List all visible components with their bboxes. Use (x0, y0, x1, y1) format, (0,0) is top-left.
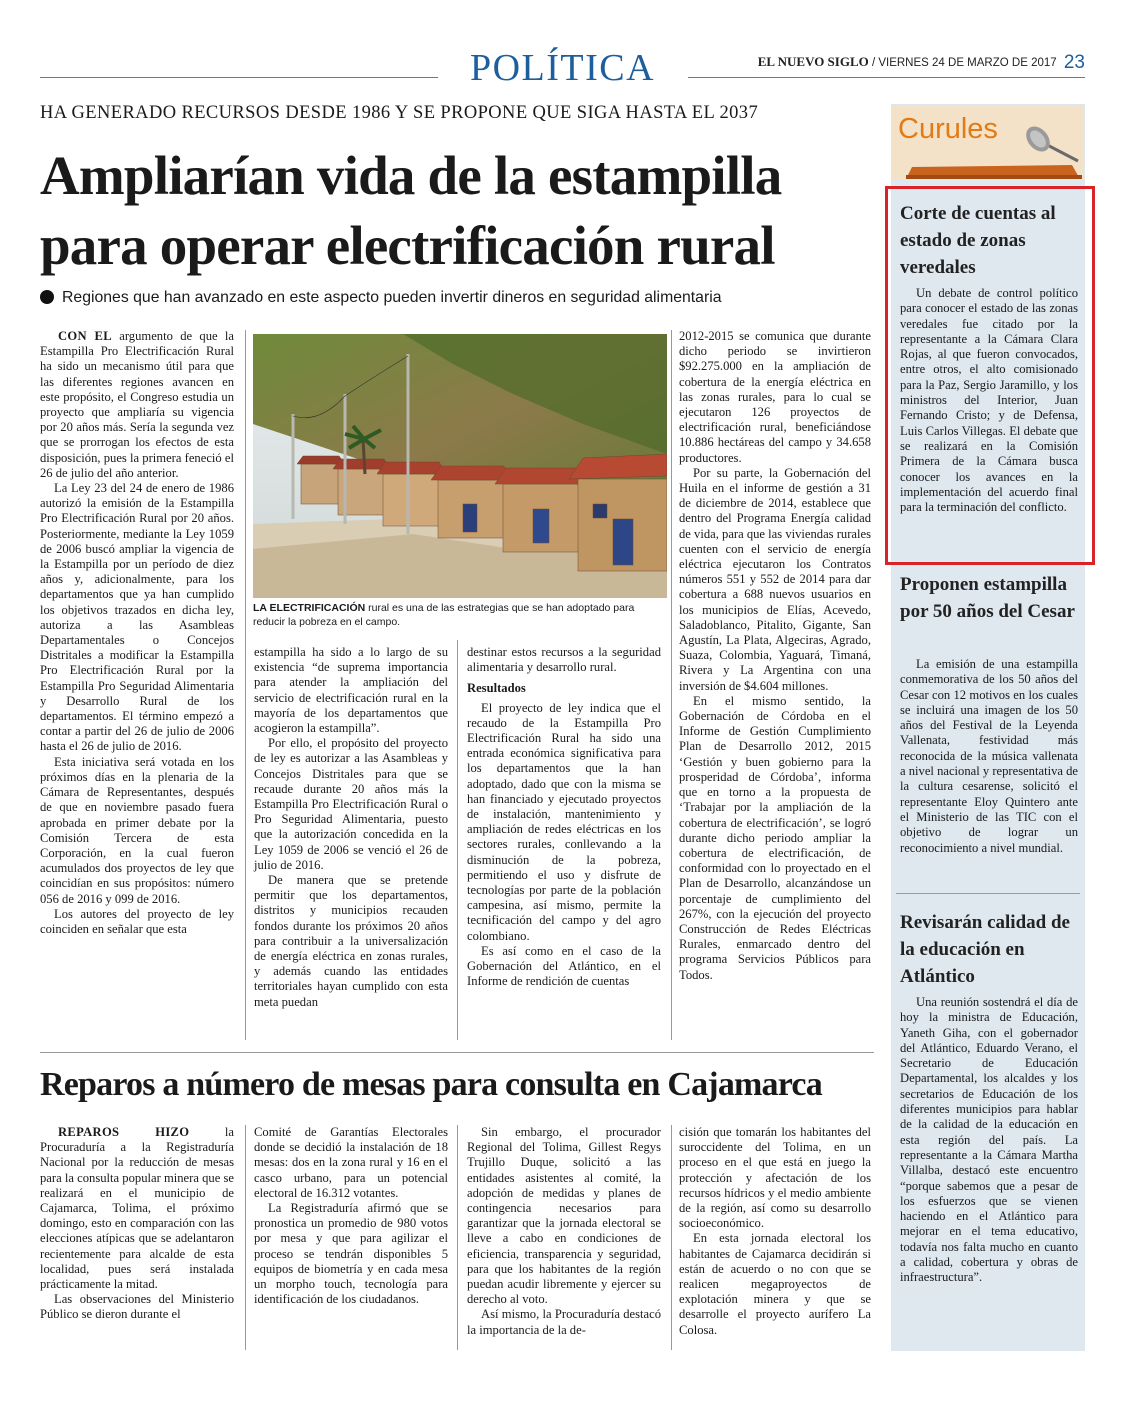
cajamarca-column-1 (40, 1125, 234, 1323)
sidebar-headline-2: Proponen estampilla por 50 años del Cesar (900, 574, 1075, 622)
paragraph: Sin embargo, el procurador Regional del Tolima, Gillest Regys Trujillo Duque, solicitó a las entidades asistentes al comité, la adopción de medidas y planes de contingencia necesarios para garantizar que la jornada electoral se lleve a cabo en condiciones de eficiencia, transparencia y seguridad, para que los habitantes de la región puedan acudir libremente y ejercer su derecho al voto. (467, 1125, 661, 1307)
article-kicker: HA GENERADO RECURSOS DESDE 1986 Y SE PROPONE QUE SIGA HASTA EL 2037 (40, 103, 759, 123)
paragraph: Los autores del proyecto de ley coinciden en señalar que esta (40, 906, 234, 936)
rural-houses-illustration (253, 334, 667, 598)
paragraph: Comité de Garantías Electorales donde se decidió la instalación de 18 mesas: dos en la zona rural y 16 en el casco urbano, para un potencial electoral de 16.312 votantes. (254, 1125, 448, 1200)
paragraph: Así mismo, la Procuraduría destacó la importancia de la de- (467, 1307, 661, 1337)
paragraph: estampilla ha sido a lo largo de su existencia “de suprema importancia para atender la ampliación del servicio de electrificación rural en la mayoría de los departamentos que acogieron la estampilla”. (254, 645, 448, 736)
paragraph: Por su parte, la Gobernación del Huila en el informe de gestión a 31 de diciembre de 2014, establece que dentro del Programa Energía calidad de vida, para que las viviendas rurales cuenten con el servicio de energía eléctrica ejecutaron los Contratos números 551 y 552 de 2014 para dar cobertura a 688 nuevos usuarios en los municipios de Elías, Acevedo, Saladoblanco, Pitalito, Gigante, San Agustín, La Plata, Algeciras, Agrado, Suaza, Colombia, Yaguará, Timaná, Rivera y La Argentina con una inversión de $4.604 millones. (679, 465, 871, 693)
cajamarca-column-3 (467, 1125, 661, 1338)
article-column-2 (254, 645, 448, 1010)
photo-caption (253, 601, 667, 629)
sidebar-divider (896, 893, 1080, 894)
sidebar-headline-1: Corte de cuentas al estado de zonas veredales (900, 203, 1056, 278)
article-column-3 (467, 645, 661, 989)
paragraph: Es así como en el caso de la Gobernación del Atlántico, en el Informe de rendición de cuentas (467, 943, 661, 989)
header-rule-left (40, 77, 438, 78)
page-number: 23 (1063, 52, 1085, 73)
highlight-box (885, 186, 1095, 565)
cajamarca-column-2 (254, 1125, 448, 1307)
paragraph: La emisión de una estampilla conmemorativa de los 50 años del Cesar con 12 motivos en los cuales se incluirá una imagen de los 50 años del Festival de la Leyenda Vallenata, festividad más reconocida de la música vallenata a nivel nacional y representativa de la cultura cesarense, solicitó el representante Eloy Quintero ante el Ministerio de las TIC con el objetivo de lograr un reconocimiento a nivel mundial. (900, 657, 1078, 855)
paragraph: Un debate de control político para conocer el estado de las zonas veredales fue citado por la representante a la Cámara Clara Rojas, al que fueron convocados, entre otros, el alto comisionado para la Paz, Sergio Jaramillo, y los ministros del Interior, Juan Fernando Cristo; y de Defensa, Luis Carlos Villegas. El debate que se realizará en la Comisión Primera de la Cámara busca conocer los avances en la implementación del acuerdo final para la terminación del conflicto. (900, 286, 1078, 515)
sidebar-headline-3: Revisarán calidad de la educación en Atlántico (900, 912, 1070, 987)
paragraph: La Ley 23 del 24 de enero de 1986 autorizó la emisión de la Estampilla Pro Electrificación Rural por 20 años. Posteriormente, mediante la Ley 1059 de 2006 buscó ampliar la vigencia de la Estampilla por un período de diez años y, adicionalmente, para los departamentos que ya han cumplido los objetivos trazados en dicha ley, autoriza a las Asambleas Departamentales o Concejos Distritales a modificar la Estampilla Pro Electrificación Rural por la Estampilla Pro Seguridad Alimentaria y Desarrollo Rural de los departamentos. El término empezó a contar a partir del 26 de julio de 2006 hasta el 26 de julio de 2016. (40, 481, 234, 754)
column-rule (671, 330, 672, 1040)
paragraph: cisión que tomarán los habitantes del suroccidente del Tolima, en un proceso en el que está en juego la protección y afectación de los recursos hídricos y el medio ambiente de la región, así como su desarrollo socioeconómico. (679, 1125, 871, 1231)
issue-date: / VIERNES 24 DE MARZO DE 2017 (871, 57, 1057, 69)
paragraph-text: la Procuraduría a la Registraduría Nacional por la reducción de mesas para la consulta popular minera que se realizará en el municipio de Cajamarca, Tolima, el próximo domingo, esto en comparación con las elecciones atípicas que se adelantaron recientemente para alcalde de esta localidad, pues será instalada prácticamente la mitad. (40, 1125, 234, 1292)
column-rule (245, 1125, 246, 1350)
paragraph: El proyecto de ley indica que el recaudo de la Estampilla Pro Electrificación Rural ha sido una entrada económica significativa para los departamentos que la han adoptado, dado que con la misma se han financiado y ejecutado proyectos de instalación, mantenimiento y ampliación de redes eléctricas en los sectores rurales, conllevando a la disminución de la pobreza, permitiendo el uso y disfrute de tecnologías por parte de la población campesina, así mismo, permite la tecnificación del campo y del agro colombiano. (467, 700, 661, 943)
paragraph: De manera que se pretende permitir que los departamentos, distritos y municipios recauden fondos durante los próximos 20 años para contribuir a la universalización de energía eléctrica en zonas rurales, y además cuando las entidades territoriales hayan cumplido con esta meta puedan (254, 873, 448, 1009)
paragraph: La Registraduría afirmó que se pronostica un promedio de 980 votos por mesa y que para agilizar el proceso se tendrán disponibles 5 equipos de biometría y en cada mesa un morpho touch, tecnología para identificación de los ciudadanos. (254, 1201, 448, 1307)
caption-text: rural es una de las estrategias que se han adoptado para reducir la pobreza en el campo. (253, 602, 635, 628)
lead-words: REPAROS HIZO (58, 1125, 190, 1139)
paragraph: Una reunión sostendrá el día de hoy la ministra de Educación, Yaneth Giha, con el gobernador del Atlántico, Eduardo Verano, el Secretario de Educación Departamental, los alcaldes y los secretarios de Educación de los diferentes municipios para hablar de la calidad de la educación en esta región del país. La representante a la Cámara Martha Villalba, destacó este encuentro “porque sabemos que a pesar de los esfuerzos que se vienen haciendo en el Atlántico para mejorar en el tema educativo, todavía nos falta mucho en cuanto a calidad, cobertura y obras de infraestructura”. (900, 995, 1078, 1285)
paragraph: Esta iniciativa será votada en los próximos días en la plenaria de la Cámara de Representantes, después de que en noviembre pasado fuera aprobada en primer debate por la Comisión Tercera de esta Corporación, en la cual fueron acumulados dos proyectos de ley que coincidían en sus propósitos: número 056 de 2016 y 099 de 2016. (40, 754, 234, 906)
article-column-4 (679, 329, 871, 983)
article-deck (40, 289, 880, 307)
column-rule (671, 1125, 672, 1350)
bullet-icon (40, 290, 54, 304)
paragraph: destinar estos recursos a la seguridad alimentaria y desarrollo rural. (467, 645, 661, 675)
paragraph-text: argumento de que la Estampilla Pro Electrificación Rural ha sido un mecanismo útil para que las diferentes regiones avancen en este propósito, el Congreso estudia un proyecto que ampliaría su vigencia por 20 años más. Sería la segunda vez que se prorrogan los efectos de esta disposición, pues la primera feneció el 26 de julio del año anterior. (40, 329, 235, 480)
caption-lead: LA ELECTRIFICACIÓN (253, 602, 366, 614)
article-column-1 (40, 329, 234, 937)
electrification-photo (253, 334, 667, 598)
lead-words: CON EL (58, 329, 112, 343)
paragraph: 2012-2015 se comunica que durante dicho periodo se invirtieron $92.275.000 en la ampliación de cobertura de la energía eléctrica en las zonas rurales, para lo cual se ejecutaron 126 proyectos de electrificación rural, beneficiándose 10.886 hectáreas del campo y 34.658 productores. (679, 329, 871, 465)
paragraph: En esta jornada electoral los habitantes de Cajamarca decidirán si están de acuerdo o no con que se realicen megaproyectos de explotación minera y que se desarrolle el proyecto aurífero La Colosa. (679, 1231, 871, 1337)
section-title: POLÍTICA (469, 47, 656, 89)
paragraph (40, 329, 234, 481)
cajamarca-headline: Reparos a número de mesas para consulta en Cajamarca (40, 1066, 822, 1103)
paragraph: Por ello, el propósito del proyecto de ley es autorizar a las Asambleas y Concejos Distritales para que se recaude durante 20 años más la Estampilla Pro Electrificación Rural o Pro Seguridad Alimentaria, puesto que la autorización concedida en la Ley 1059 de 2006 se venció el 26 de julio de 2016. (254, 736, 448, 872)
header-rule-right (688, 77, 1085, 78)
headline-line-2: para operar electrificación rural (40, 215, 775, 276)
paragraph: En el mismo sentido, la Gobernación de Córdoba en el Informe de Gestión Cumplimiento Plan de Desarrollo 2012, 2015 ‘Gestión y buen gobierno para la prosperidad de Córdoba’, informa que en torno a la propuesta de ‘Trabajar por la ampliación de la cobertura de electrificación’, se logró durante dicho periodo ampliar la cobertura de electrificación, de conformidad con lo proyectado en el Plan de Desarrollo, alcanzándose un porcentaje de cumplimiento del 267%, con la ejecución del proyecto Construcción de Redes Eléctricas Rurales, enmarcado dentro del programa Servicios Públicos para Todos. (679, 693, 871, 982)
column-rule (457, 1125, 458, 1350)
sidebar-body-2 (900, 657, 1078, 856)
paragraph: Las observaciones del Ministerio Público se dieron durante el (40, 1292, 234, 1322)
sidebar-body-3 (900, 995, 1078, 1286)
cajamarca-column-4 (679, 1125, 871, 1338)
page-folio (758, 52, 1085, 74)
headline-line-1: Ampliarían vida de la estampilla (40, 145, 782, 206)
paragraph (40, 1125, 234, 1292)
subheading: Resultados (467, 681, 526, 696)
article-headline (40, 141, 880, 281)
newspaper-name: EL NUEVO SIGLO (757, 54, 869, 69)
column-rule (245, 330, 246, 1040)
section-divider (40, 1052, 874, 1053)
deck-text: Regiones que han avanzado en este aspecto pueden invertir dineros en seguridad alimentaria (62, 289, 722, 306)
curules-label: Curules (898, 113, 998, 145)
column-rule (457, 640, 458, 1040)
